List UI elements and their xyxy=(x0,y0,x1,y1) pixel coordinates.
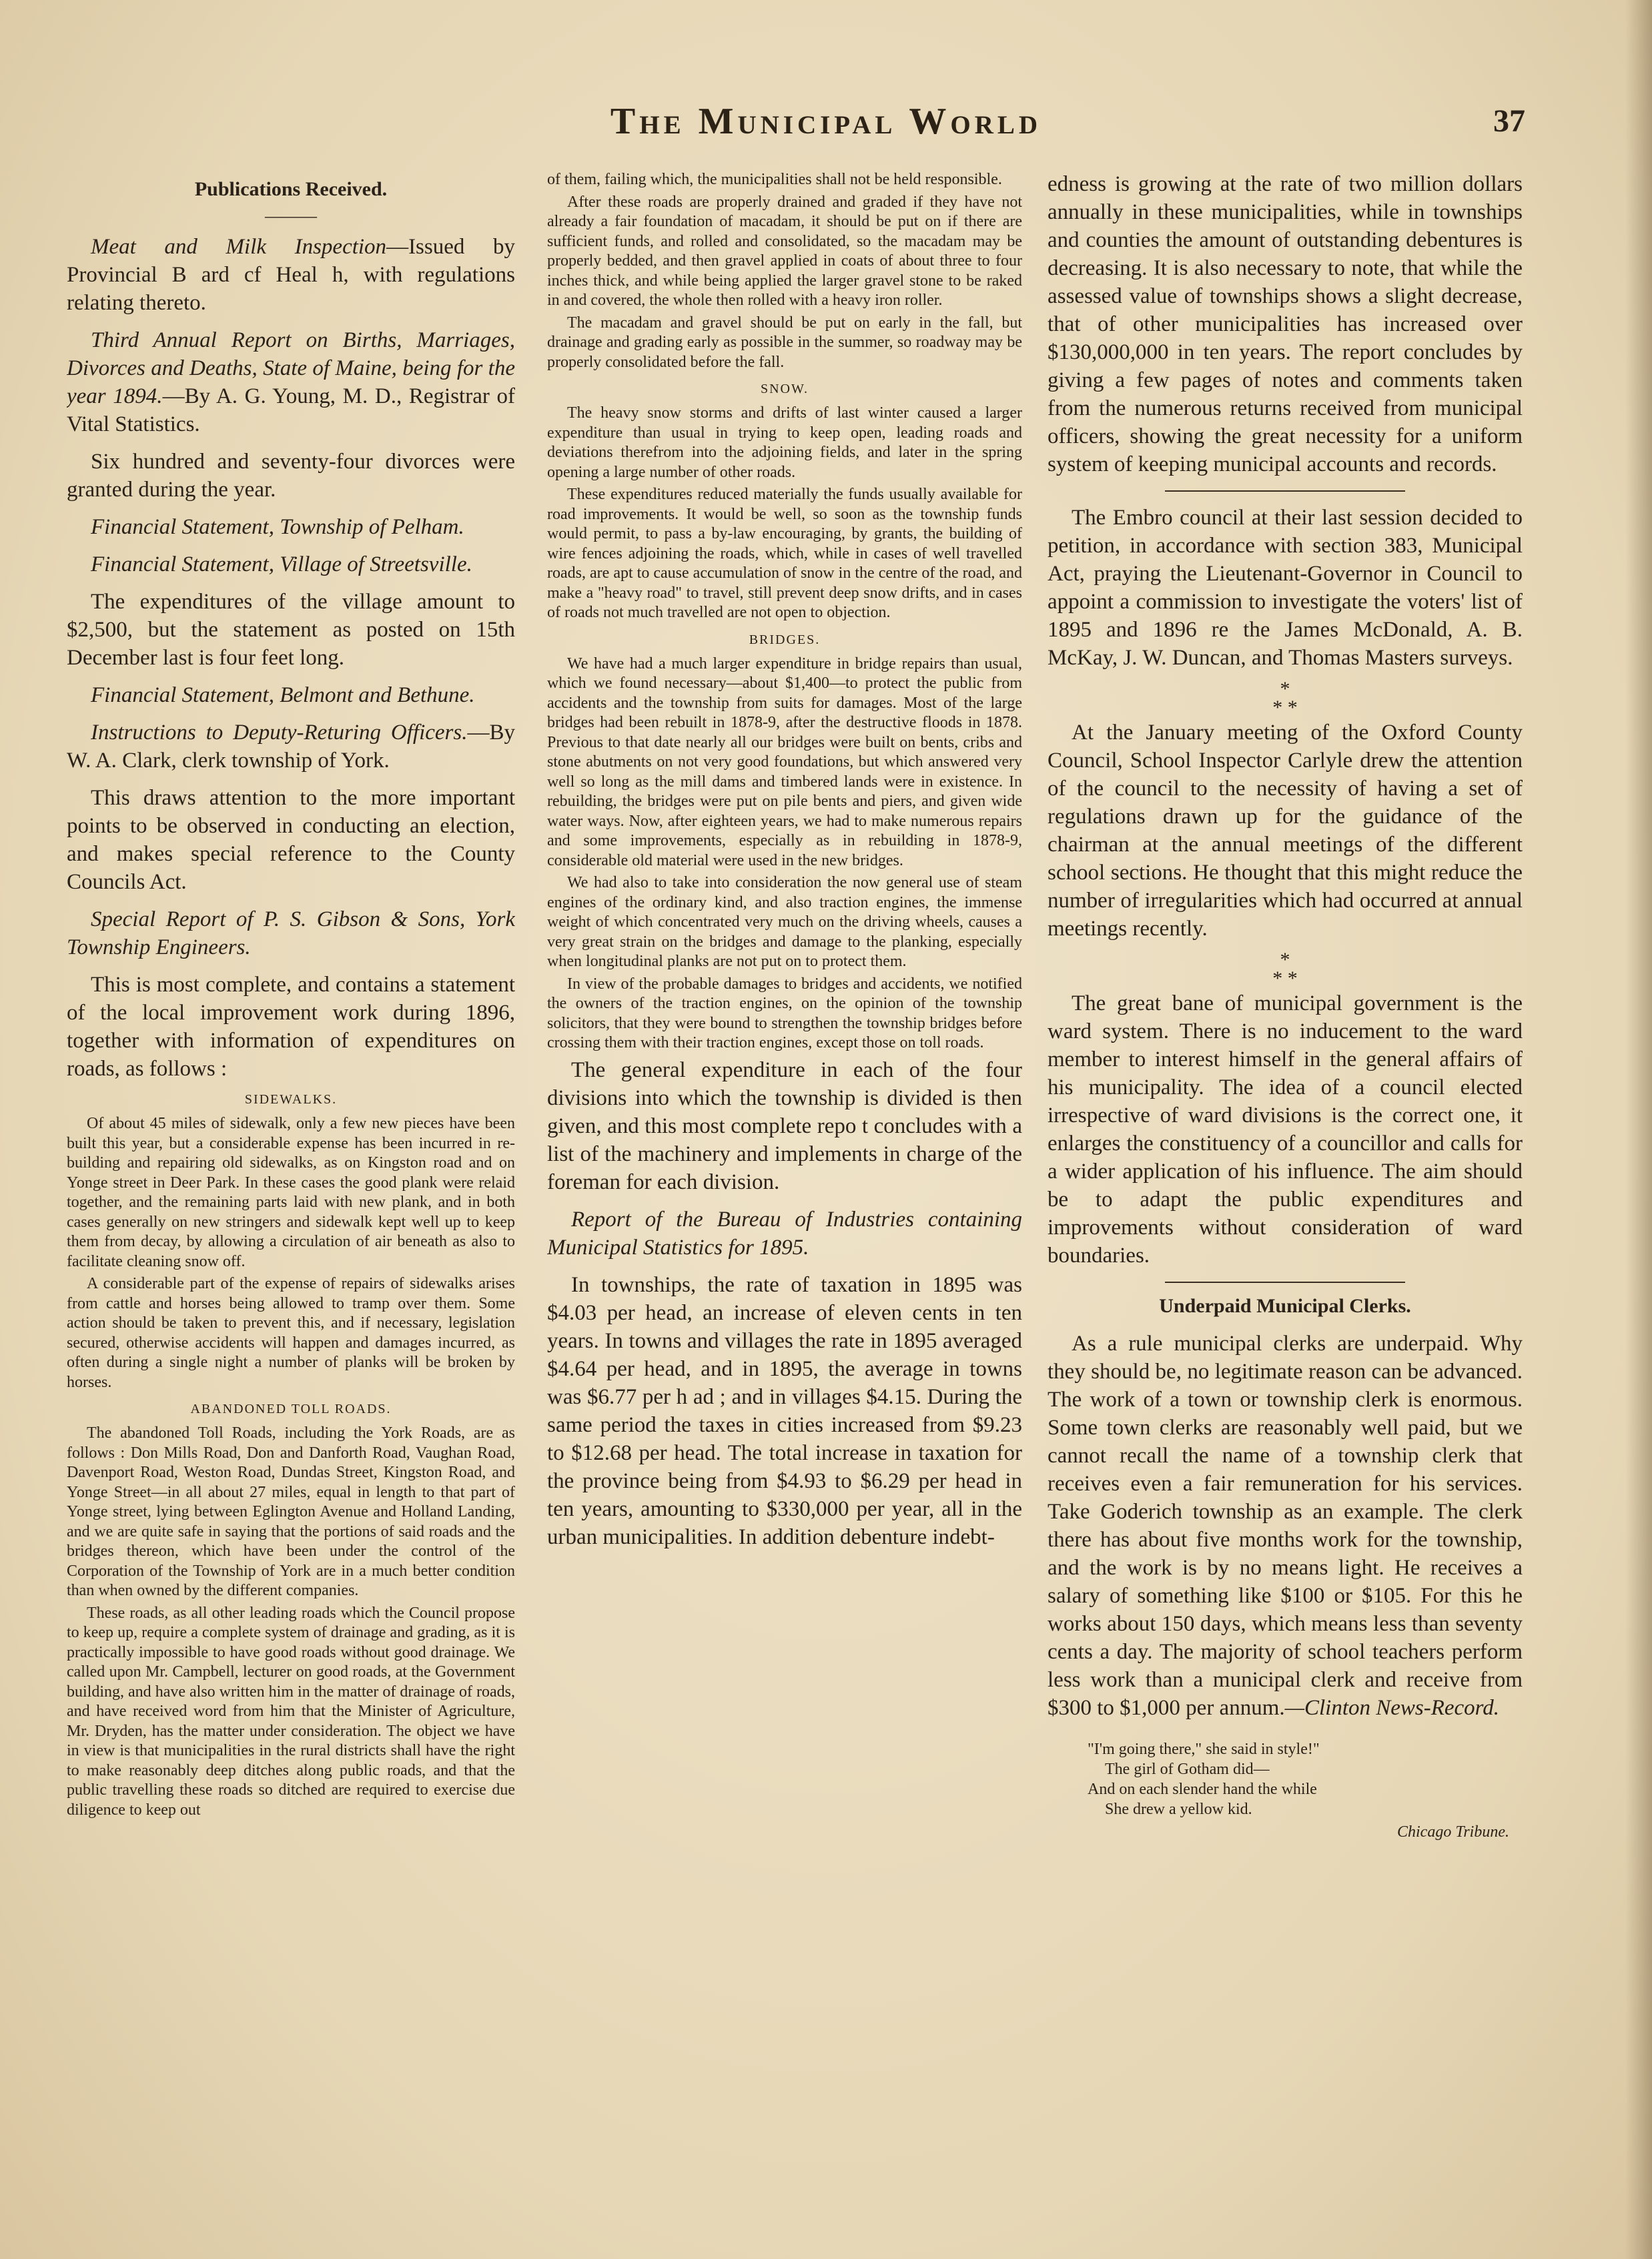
publication-entry xyxy=(67,905,515,961)
column-1 xyxy=(67,170,515,2212)
poem-attribution: Chicago Tribune. xyxy=(1396,1823,1509,1841)
paragraph-toll-2: These roads, as all other leading roads which the Council propose to keep up, require a complete system of drainage and grading, as it is practically impossible to have good roads without good drainage. We called upon Mr. Campbell, lecturer on good roads, at the Government building, and have also written him in the matter of drainage of roads, and have received word from him that the Minister of Agriculture, Mr. Dryden, has the matter under consideration. The object we have in view is that municipalities in the rural districts shall have the right to make reasonably deep ditches along public roads, and that the public travelling these roads so ditched are required to exercise due diligence to keep out xyxy=(67,1604,515,1819)
publication-title: Financial Statement, Township of Pelham. xyxy=(91,515,464,539)
asterism xyxy=(1048,949,1523,989)
paragraph-bridges-2: We had also to take into consideration the now general use of steam engines of the ordinary kind, and also traction engines, the immense weight of which concentrated very much on the driving wheels, causes a very great strain on the bridges and damage to the planking, especially when longitudinal planks are not put on to protect them. xyxy=(547,874,1022,970)
paragraph-expenditures: The expenditures of the village amount to $2,500, but the statement as posted on 15th December last is four feet long. xyxy=(67,590,515,670)
paragraph-indebtedness: edness is growing at the rate of two million dollars annually in these municipalities, while in townships and counties the amount of outstanding debentures is decreasing. It is also necessary to note, that while the assessed value of townships shows a slight decrease, that of other municipalities has increased over $130,000,000 in ten years. The report concludes by giving a few pages of notes and comments taken from the numerous returns received from municipal officers, showing the great necessity for a uniform system of keeping municipal accounts and records. xyxy=(1048,172,1523,476)
page-edge-shadow xyxy=(1625,0,1652,2259)
clerks-text: As a rule municipal clerks are underpaid. Why they should be, no legitimate reason can be advanced. The work of a town or township clerk is enormous. Some town clerks are reasonably well paid, but we cannot recall the name of a township clerk that receives even a fair remuneration for his services. Take Goderich township as an example. The clerk there has about five months work for the township, and the work is by no means light. He receives a salary of something like $100 or $105. For this he works about 150 days, which means less than seventy cents a day. The majority of school teachers perform less work than a municipal clerk and receive from $300 to $1,000 per annum. xyxy=(1048,1332,1523,1720)
publication-entry xyxy=(67,513,515,541)
paragraph-toll-1: The abandoned Toll Roads, including the York Roads, are as follows : Don Mills Road, Don and Danforth Road, Vaughan Road, Davenport Road, Weston Road, Dundas Street, Kingston Road, and Yonge Street—in all about 27 miles, equal in length to that part of Yonge street, lying between Eglington Avenue and Holland Landing, and we are quite safe in saying that the portions of said roads and the bridges thereon, which have been under the control of the Corporation of the Township of York are in a much better condition than when owned by the different companies. xyxy=(67,1424,515,1599)
asterism xyxy=(1048,678,1523,719)
paragraph-embro: The Embro council at their last session decided to petition, in accordance with section 383, Municipal Act, praying the Lieutenant-Governor in Council to appoint a commission to investigate the voters' list of 1895 and 1896 re the James McDonald, A. B. McKay, J. W. Duncan, and Thomas Masters surveys. xyxy=(1048,506,1523,670)
section-rule xyxy=(1165,490,1405,492)
column-3 xyxy=(1048,170,1523,2212)
poem xyxy=(1088,1739,1523,1819)
subhead-bridges: BRIDGES. xyxy=(749,632,821,647)
masthead xyxy=(0,100,1652,147)
publication-entry xyxy=(67,719,515,775)
paragraph-macadam: The macadam and gravel should be put on early in the fall, but drainage and grading early as possible in the summer, so roadway may be properly consolidated before the fall. xyxy=(547,314,1022,371)
publication-entry xyxy=(547,1206,1022,1262)
paragraph-sidewalks-2: A considerable part of the expense of repairs of sidewalks arises from cattle and horses being allowed to tramp over them. Some action should be taken to prevent this, and if necessary, legislation secured, otherwise accidents will happen and damages incurred, as often during a single night a number of planks will be broken by horses. xyxy=(67,1275,515,1391)
masthead-title: The Municipal World xyxy=(610,101,1042,142)
heading-dash: ——— xyxy=(265,206,317,225)
paragraph-general-expenditure: The general expenditure in each of the four divisions into which the township is divided is then given, and this most complete repo t concludes with a list of the machinery and implements in charge of the foreman for each division. xyxy=(547,1057,1022,1194)
publication-title: Third Annual Report on Births, Marriages, Divorces and Deaths, State of Maine, being for the year 1894. xyxy=(67,328,515,408)
page-number: 37 xyxy=(1493,103,1525,139)
paragraph-snow-1: The heavy snow storms and drifts of last winter caused a larger expenditure than usual in trying to keep open, leading roads and deviations therefrom into the adjoining fields, and later in the spring opening a large number of other roads. xyxy=(547,404,1022,481)
paragraph-ward-system: The great bane of municipal government is the ward system. There is no inducement to the ward member to interest himself in the general affairs of his municipality. The idea of a council elected irrespective of ward divisions is the correct one, it enlarges the constituency of a councillor and calls for a wider application of his influence. The aim should be to adapt the public expenditures and improvements without consideration of ward boundaries. xyxy=(1048,991,1523,1268)
asterism-bottom: * * xyxy=(1272,697,1298,719)
subhead-snow: SNOW. xyxy=(760,382,809,396)
asterism-bottom: * * xyxy=(1272,967,1298,989)
subhead-sidewalks: SIDEWALKS. xyxy=(244,1092,338,1107)
publications-heading: Publications Received. xyxy=(194,178,388,200)
paragraph-drained: After these roads are properly drained and graded if they have not already a fair foundation of macadam, it should be put on if there are sufficient funds, and rolled and consolidated, so the macadam may be properly bedded, and then gravel applied in coats of about three to four inches thick, and while being applied the larger gravel stone to be raked in and covered, the whole then rolled with a heavy iron roller. xyxy=(547,193,1022,309)
paragraph-attention: This draws attention to the more important points to be observed in conducting an election, and makes special reference to the County Councils Act. xyxy=(67,786,515,894)
publication-entry xyxy=(67,681,515,709)
poem-line: And on each slender hand the while xyxy=(1088,1781,1317,1798)
publication-title: Financial Statement, Village of Streetsville. xyxy=(91,552,472,576)
paragraph-sidewalks-1: Of about 45 miles of sidewalk, only a few new pieces have been built this year, but a considerable expense has been incurred in re-building and repairing old sidewalks, as on Kingston road and on Yonge street in Deer Park. In these cases the good plank were relaid together, and the remaining parts laid with new plank, and in both cases generally on new stringers and sidewalk kept well up to keep them from decay, by allowing a circulation of air beneath as also to facilitate cleaning snow off. xyxy=(67,1115,515,1270)
publication-text: —By A. G. Young, M. D., Registrar of Vital Statistics. xyxy=(67,384,515,436)
poem-line: The girl of Gotham did— xyxy=(1105,1761,1270,1778)
paragraph-continued: of them, failing which, the municipalities shall not be held responsible. xyxy=(547,171,1002,188)
paragraph-bridges-1: We have had a much larger expenditure in bridge repairs than usual, which we found necessary—about $1,400—to protect the public from accidents and the township from suits for damages. Most of the large bridges had been rebuilt in 1878-9, after the destructive floods in 1878. Previous to that date nearly all our bridges were built on bents, cribs and stone abutments on not very good foundations, but which answered very well so long as the mill dams and timbered lands were in existence. In rebuilding, the bridges were put on pile bents and piers, and given wide water ways. Now, after eighteen years, we had to make numerous repairs and some improvements, especially as in rebuilding in 1878-9, considerable old material were used in the new bridges. xyxy=(547,654,1022,869)
publication-title: Special Report of P. S. Gibson & Sons, York Township Engineers. xyxy=(67,907,515,959)
poem-line: "I'm going there," she said in style!" xyxy=(1088,1741,1320,1758)
paragraph-snow-2: These expenditures reduced materially the funds usually available for road improvements. It would be well, so soon as the township funds would permit, to pass a by-law encouraging, by grants, the building of wire fences adjoining the roads, which, while in cases of well travelled roads, are apt to cause accumulation of snow in the centre of the road, and make a "heavy road" to travel, still prevent deep snow drifts, and in cases of roads not much travelled are not open to objection. xyxy=(547,486,1022,621)
publication-text: —Issued by Provincial B ard cf Heal h, with regulations relating thereto. xyxy=(67,235,515,315)
paragraph-bridges-3: In view of the probable damages to bridges and accidents, we notified the owners of the traction engines, on the opinion of the township solicitors, that they were bound to strengthen the township bridges before crossing them with their traction engines, except those on toll roads. xyxy=(547,975,1022,1051)
clerks-source: —Clinton News-Record. xyxy=(1284,1696,1500,1720)
paragraph-divorces: Six hundred and seventy-four divorces were granted during the year. xyxy=(67,450,515,502)
publication-entry xyxy=(67,233,515,317)
publication-text: —By W. A. Clark, clerk township of York. xyxy=(67,721,515,773)
publication-title: Instructions to Deputy-Returing Officers. xyxy=(91,721,468,745)
column-2 xyxy=(547,170,1022,2212)
asterism-top: * xyxy=(1280,949,1290,971)
publication-title: Report of the Bureau of Industries containing Municipal Statistics for 1895. xyxy=(547,1207,1022,1260)
paragraph-townships: In townships, the rate of taxation in 1895 was $4.03 per head, an increase of eleven cents in ten years. In towns and villages the rate in 1895 averaged $4.64 per head, and in 1895, the average in towns was $6.77 per h ad ; and in villages $4.15. During the same period the taxes in cities increased from $9.23 to $12.68 per head. The total increase in taxation for the province being from $4.93 to $6.29 per head in ten years, amounting to $330,000 per year, all in the urban municipalities. In addition debenture indebt- xyxy=(547,1272,1022,1549)
asterism-top: * xyxy=(1280,678,1290,700)
poem-line: She drew a yellow kid. xyxy=(1105,1801,1252,1818)
paragraph-oxford: At the January meeting of the Oxford County Council, School Inspector Carlyle drew the attention of the council to the necessity of having a set of regulations drawn up for the guidance of the chairman at the annual meetings of the different school sections. He thought that this might reduce the number of irregularities which had occurred at annual meetings recently. xyxy=(1048,721,1523,941)
publication-entry xyxy=(67,326,515,438)
publication-title: Meat and Milk Inspection xyxy=(91,235,387,259)
section-rule xyxy=(1165,1282,1405,1283)
paragraph-clerks xyxy=(1048,1330,1523,1722)
clerks-heading: Underpaid Municipal Clerks. xyxy=(1159,1295,1411,1317)
publication-title: Financial Statement, Belmont and Bethune. xyxy=(91,683,475,707)
subhead-toll-roads: ABANDONED TOLL ROADS. xyxy=(190,1402,392,1416)
publication-entry xyxy=(67,550,515,578)
paragraph-complete: This is most complete, and contains a statement of the local improvement work during 1896, together with information of expenditures on roads, as follows : xyxy=(67,973,515,1081)
